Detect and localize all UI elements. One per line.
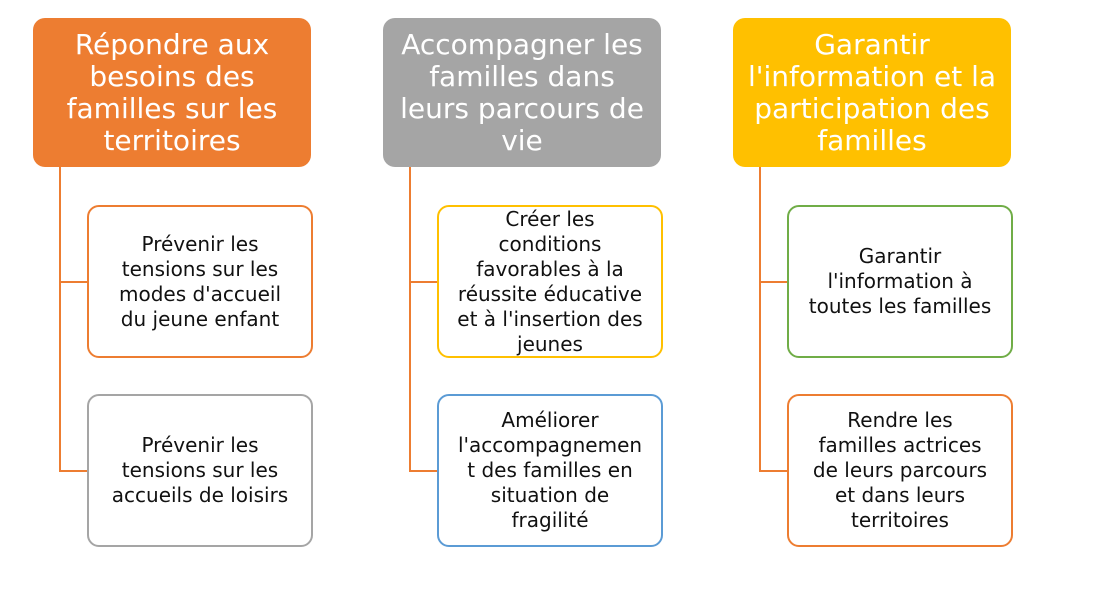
- connector-horizontal: [409, 470, 437, 472]
- column-besoins-familles: [33, 0, 323, 594]
- child-box: [787, 205, 1013, 358]
- connector-horizontal: [759, 470, 787, 472]
- child-label: Prévenir les tensions sur les modes d'accueil du jeune enfant: [118, 231, 282, 331]
- child-label: Garantir l'information à toutes les familles: [808, 244, 992, 318]
- column-garantir-information: [733, 0, 1023, 594]
- connector-vertical: [409, 167, 411, 472]
- child-label: Prévenir les tensions sur les accueils de loisirs: [111, 433, 289, 507]
- header-box: [733, 18, 1011, 167]
- child-label: Rendre les familles actrices de leurs parcours et dans leurs territoires: [812, 408, 988, 532]
- connector-vertical: [759, 167, 761, 472]
- connector-vertical: [59, 167, 61, 472]
- column-accompagner-familles: [383, 0, 673, 594]
- child-box: [787, 394, 1013, 547]
- connector-horizontal: [759, 281, 787, 283]
- child-label: Améliorer l'accompagnemen t des familles en situation de fragilité: [457, 408, 643, 532]
- connector-horizontal: [409, 281, 437, 283]
- child-label: Créer les conditions favorables à la réussite éducative et à l'insertion des jeunes: [457, 206, 643, 356]
- header-title: Garantir l'information et la participation des familles: [747, 27, 997, 157]
- connector-horizontal: [59, 281, 87, 283]
- header-box: [383, 18, 661, 167]
- header-title: Répondre aux besoins des familles sur les territoires: [66, 27, 278, 157]
- connector-horizontal: [59, 470, 87, 472]
- child-box: [437, 205, 663, 358]
- header-box: [33, 18, 311, 167]
- child-box: [87, 205, 313, 358]
- header-title: Accompagner les familles dans leurs parcours de vie: [400, 27, 644, 157]
- child-box: [437, 394, 663, 547]
- child-box: [87, 394, 313, 547]
